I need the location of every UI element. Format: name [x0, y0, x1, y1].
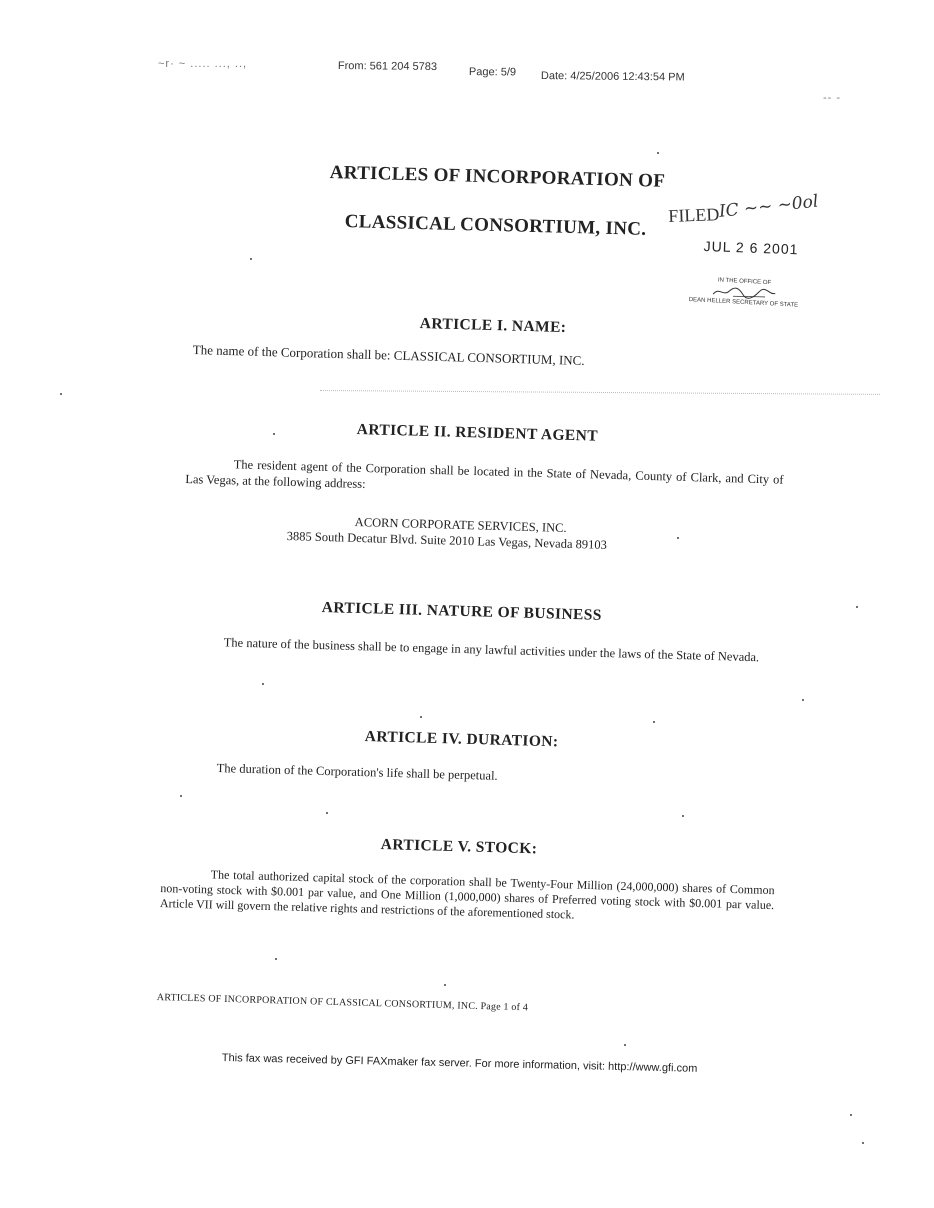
stamp-handwritten-number: IC ~~ ~0ol	[718, 191, 820, 222]
fax-header-noise-left: ~r· ~ ..... ..., ..,	[158, 58, 248, 70]
scan-speck	[60, 393, 62, 395]
scan-speck	[624, 1044, 626, 1046]
scan-speck	[682, 815, 684, 817]
scan-speck	[677, 537, 679, 539]
article-2-heading: ARTICLE II. RESIDENT AGENT	[356, 421, 599, 445]
stamp-office-line-2: DEAN HELLER SECRETARY OF STATE	[688, 296, 799, 309]
scan-speck	[657, 152, 659, 154]
fax-footer: This fax was received by GFI FAXmaker fax server. For more information, visit: http://www.gfi.com	[221, 1052, 698, 1075]
dotted-rule	[320, 390, 880, 395]
article-1-text: The name of the Corporation shall be: CLASSICAL CONSORTIUM, INC.	[192, 342, 585, 368]
article-4-heading: ARTICLE IV. DURATION:	[364, 728, 559, 751]
scan-speck	[420, 716, 422, 718]
scan-speck	[180, 795, 182, 797]
scan-speck	[250, 258, 252, 260]
scan-speck	[273, 433, 275, 435]
fax-header-date: Date: 4/25/2006 12:43:54 PM	[540, 70, 685, 84]
agent-address-line-1: ACORN CORPORATE SERVICES, INC.	[354, 514, 567, 535]
title-line-1: ARTICLES OF INCORPORATION OF	[329, 162, 666, 192]
article-4-text: The duration of the Corporation's life shall be perpetual.	[216, 760, 498, 783]
scan-speck	[275, 958, 277, 960]
page-footer: ARTICLES OF INCORPORATION OF CLASSICAL CONSORTIUM, INC. Page 1 of 4	[156, 992, 529, 1014]
scan-speck	[862, 1142, 864, 1144]
agent-address-line-2: 3885 South Decatur Blvd. Suite 2010 Las Vegas, Nevada 89103	[286, 528, 608, 552]
fax-header-from: From: 561 204 5783	[337, 60, 438, 74]
fax-header-page: Page: 5/9	[468, 66, 517, 79]
stamp-office-line-1: IN THE OFFICE OF	[717, 277, 772, 287]
article-3-text: The nature of the business shall be to engage in any lawful activities under the laws of the State of Nevada.	[223, 635, 760, 665]
article-1-heading: ARTICLE I. NAME:	[419, 315, 567, 337]
stamp-filed: FILED	[668, 204, 720, 226]
article-3-heading: ARTICLE III. NATURE OF BUSINESS	[321, 599, 603, 624]
scan-speck	[444, 984, 446, 986]
scan-speck	[850, 1114, 852, 1116]
stamp-office	[689, 276, 800, 310]
scan-speck	[653, 721, 655, 723]
article-5-heading: ARTICLE V. STOCK:	[380, 836, 538, 858]
article-2-text: The resident agent of the Corporation shall be located in the State of Nevada, County of Clark, and City of Las Vegas, at the following address:	[185, 457, 784, 492]
scan-speck	[802, 699, 804, 701]
article-5-text: The total authorized capital stock of the corporation shall be Twenty-Four Million (24,000,000) shares of Common non-voting stock with $0.001 par value, and One Million (1,000,000) shares of Preferred voting stock with $0.001 par value. Article VII will govern the relative rights and restrictions of the aforementioned stock.	[159, 867, 775, 922]
fax-header-noise-right: ‐‐ ‐	[823, 92, 842, 104]
stamp-date: JUL 2 6 2001	[703, 238, 799, 258]
scan-speck	[856, 606, 858, 608]
scan-speck	[262, 683, 264, 685]
scan-speck	[326, 812, 328, 814]
title-line-2: CLASSICAL CONSORTIUM, INC.	[344, 211, 647, 240]
